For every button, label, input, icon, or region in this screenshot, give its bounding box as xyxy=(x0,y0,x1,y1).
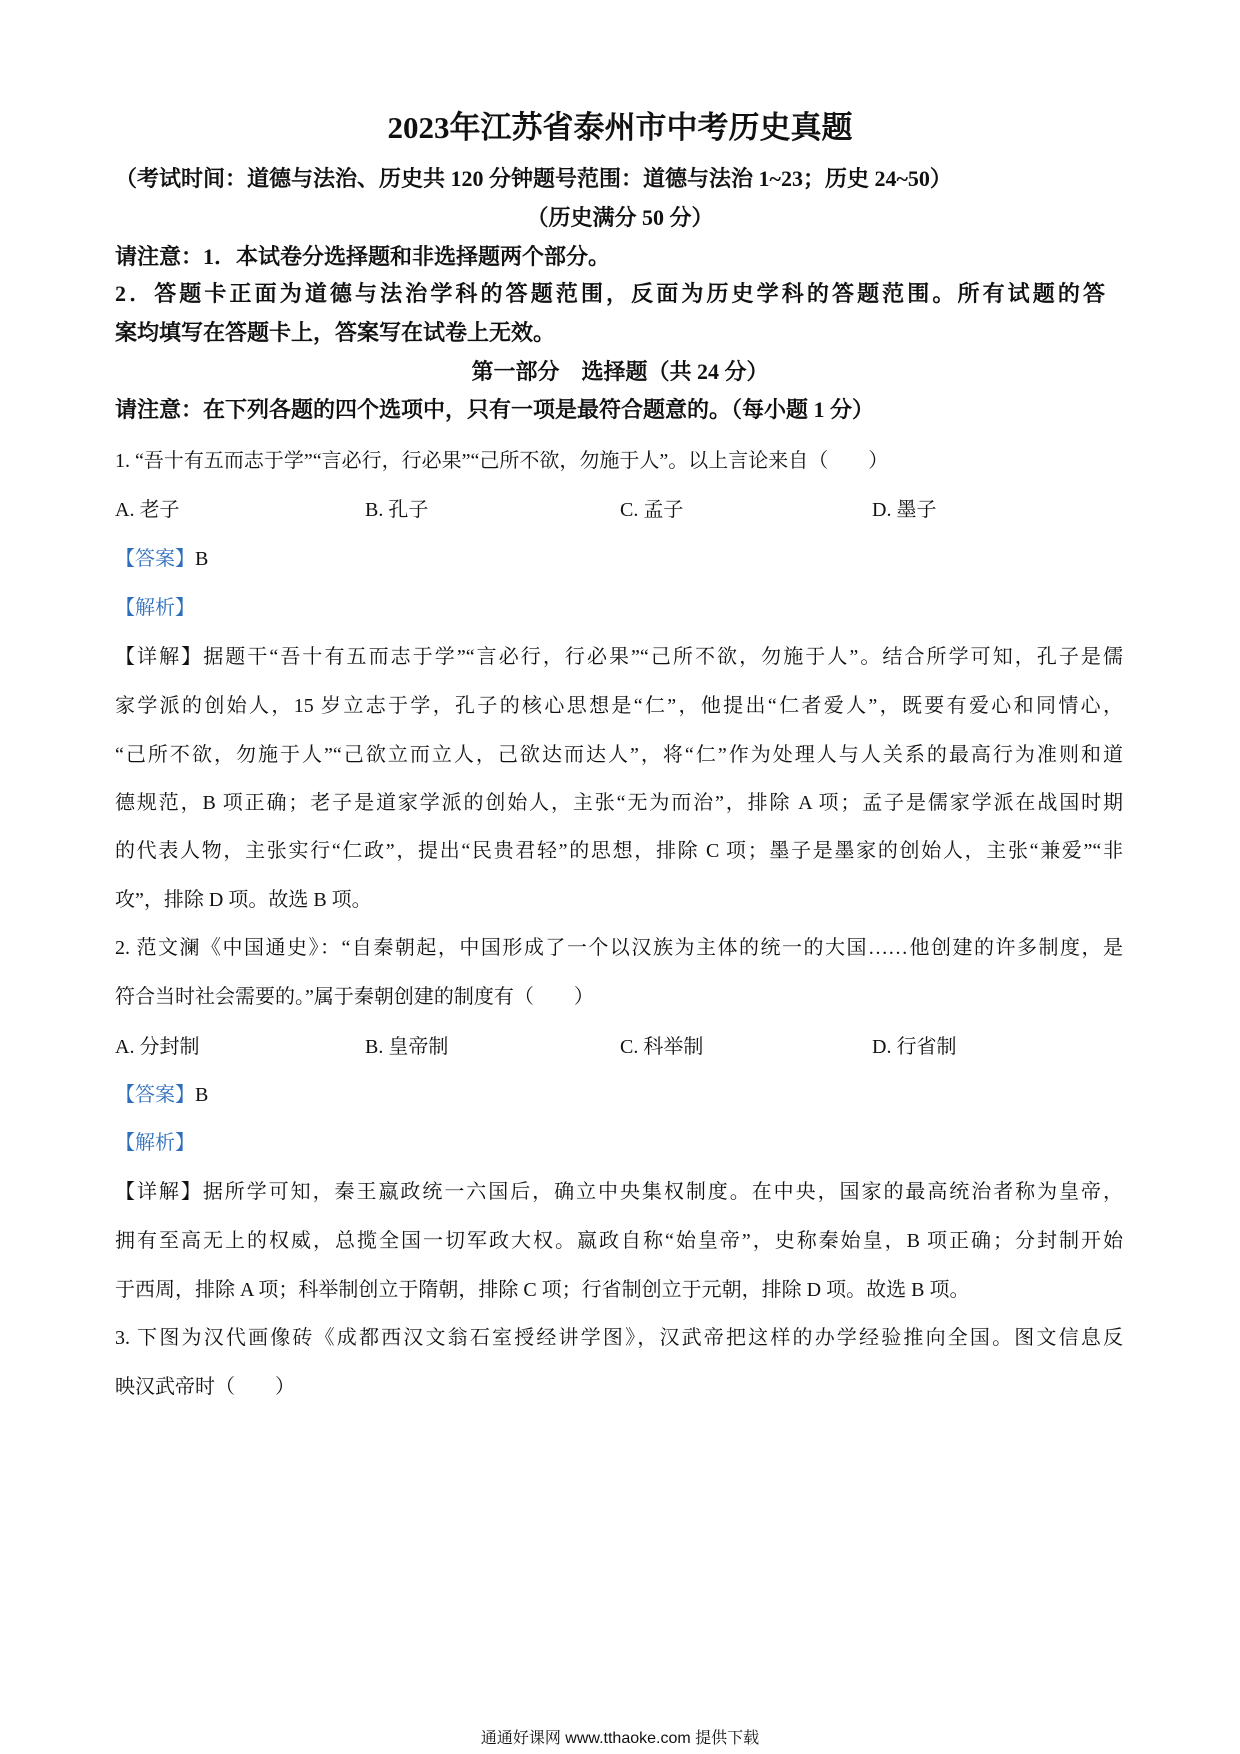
detail-line: “己所不欲，勿施于人”“己欲立而立人，己欲达而达人”，将“仁”作为处理人与人关系的最高行为准则和道 xyxy=(115,744,1123,766)
option-c: C. 孟子 xyxy=(620,499,684,521)
notice-1: 请注意：1．本试卷分选择题和非选择题两个部分。 xyxy=(115,244,611,269)
detail-line: 【详解】据题干“吾十有五而志于学”“言必行，行必果”“己所不欲，勿施于人”。结合所学可知，孔子是儒 xyxy=(115,646,1123,668)
detail-line: 攻”，排除 D 项。故选 B 项。 xyxy=(115,889,372,911)
answer-value: B xyxy=(195,548,209,570)
option-a: A. 分封制 xyxy=(115,1036,200,1058)
exam-info: （考试时间：道德与法治、历史共 120 分钟题号范围：道德与法治 1~23；历史 24~50） xyxy=(115,166,952,191)
notice-2-line: 案均填写在答题卡上，答案写在试卷上无效。 xyxy=(115,320,556,345)
detail-line: 【详解】据所学可知，秦王嬴政统一六国后，确立中央集权制度。在中央，国家的最高统治者称为皇帝， xyxy=(115,1181,1123,1203)
notice-2-line: 2．答题卡正面为道德与法治学科的答题范围，反面为历史学科的答题范围。所有试题的答 xyxy=(115,281,1105,306)
detail-line: 家学派的创始人，15 岁立志于学，孔子的核心思想是“仁”，他提出“仁者爱人”，既要有爱心和同情心， xyxy=(115,695,1123,717)
detail-line: 拥有至高无上的权威，总揽全国一切军政大权。嬴政自称“始皇帝”，史称秦始皇，B 项正确；分封制开始 xyxy=(115,1230,1123,1252)
question-1-answer xyxy=(115,543,208,575)
answer-value: B xyxy=(195,1084,209,1106)
option-d: D. 行省制 xyxy=(872,1036,957,1058)
detail-line: 的代表人物，主张实行“仁政”，提出“民贵君轻”的思想，排除 C 项；墨子是墨家的创始人，主张“兼爱”“非 xyxy=(115,840,1123,862)
option-a: A. 老子 xyxy=(115,499,180,521)
option-c: C. 科举制 xyxy=(620,1036,704,1058)
analysis-label: 【解析】 xyxy=(115,597,195,619)
question-1-stem: 1. “吾十有五而志于学”“言必行，行必果”“己所不欲，勿施于人”。以上言论来自（ ） xyxy=(115,450,889,472)
question-3-stem: 3. 下图为汉代画像砖《成都西汉文翁石室授经讲学图》，汉武帝把这样的办学经验推向全国。图文信息反 xyxy=(115,1327,1123,1349)
full-score: （历史满分 50 分） xyxy=(526,205,714,230)
analysis-label: 【解析】 xyxy=(115,1132,195,1154)
question-2-stem: 符合当时社会需要的。”属于秦朝创建的制度有（ ） xyxy=(115,986,594,1008)
detail-line: 德规范，B 项正确；老子是道家学派的创始人，主张“无为而治”，排除 A 项；孟子是儒家学派在战国时期 xyxy=(115,792,1123,814)
answer-label: 【答案】 xyxy=(115,1084,195,1106)
option-b: B. 孔子 xyxy=(365,499,429,521)
question-3-stem: 映汉武帝时（ ） xyxy=(115,1376,295,1398)
question-2-stem: 2. 范文澜《中国通史》：“自秦朝起，中国形成了一个以汉族为主体的统一的大国……他创建的许多制度，是 xyxy=(115,937,1123,959)
answer-label: 【答案】 xyxy=(115,548,195,570)
page-title: 2023年江苏省泰州市中考历史真题 xyxy=(387,110,853,145)
option-b: B. 皇帝制 xyxy=(365,1036,449,1058)
question-2-answer xyxy=(115,1079,208,1111)
detail-line: 于西周，排除 A 项；科举制创立于隋朝，排除 C 项；行省制创立于元朝，排除 D 项。故选 B 项。 xyxy=(115,1279,970,1301)
section-title: 第一部分 选择题（共 24 分） xyxy=(471,359,769,384)
page-footer: 通通好课网 www.tthaoke.com 提供下载 xyxy=(480,1730,760,1747)
section-instruction: 请注意：在下列各题的四个选项中，只有一项是最符合题意的。（每小题 1 分） xyxy=(115,397,875,422)
option-d: D. 墨子 xyxy=(872,499,937,521)
